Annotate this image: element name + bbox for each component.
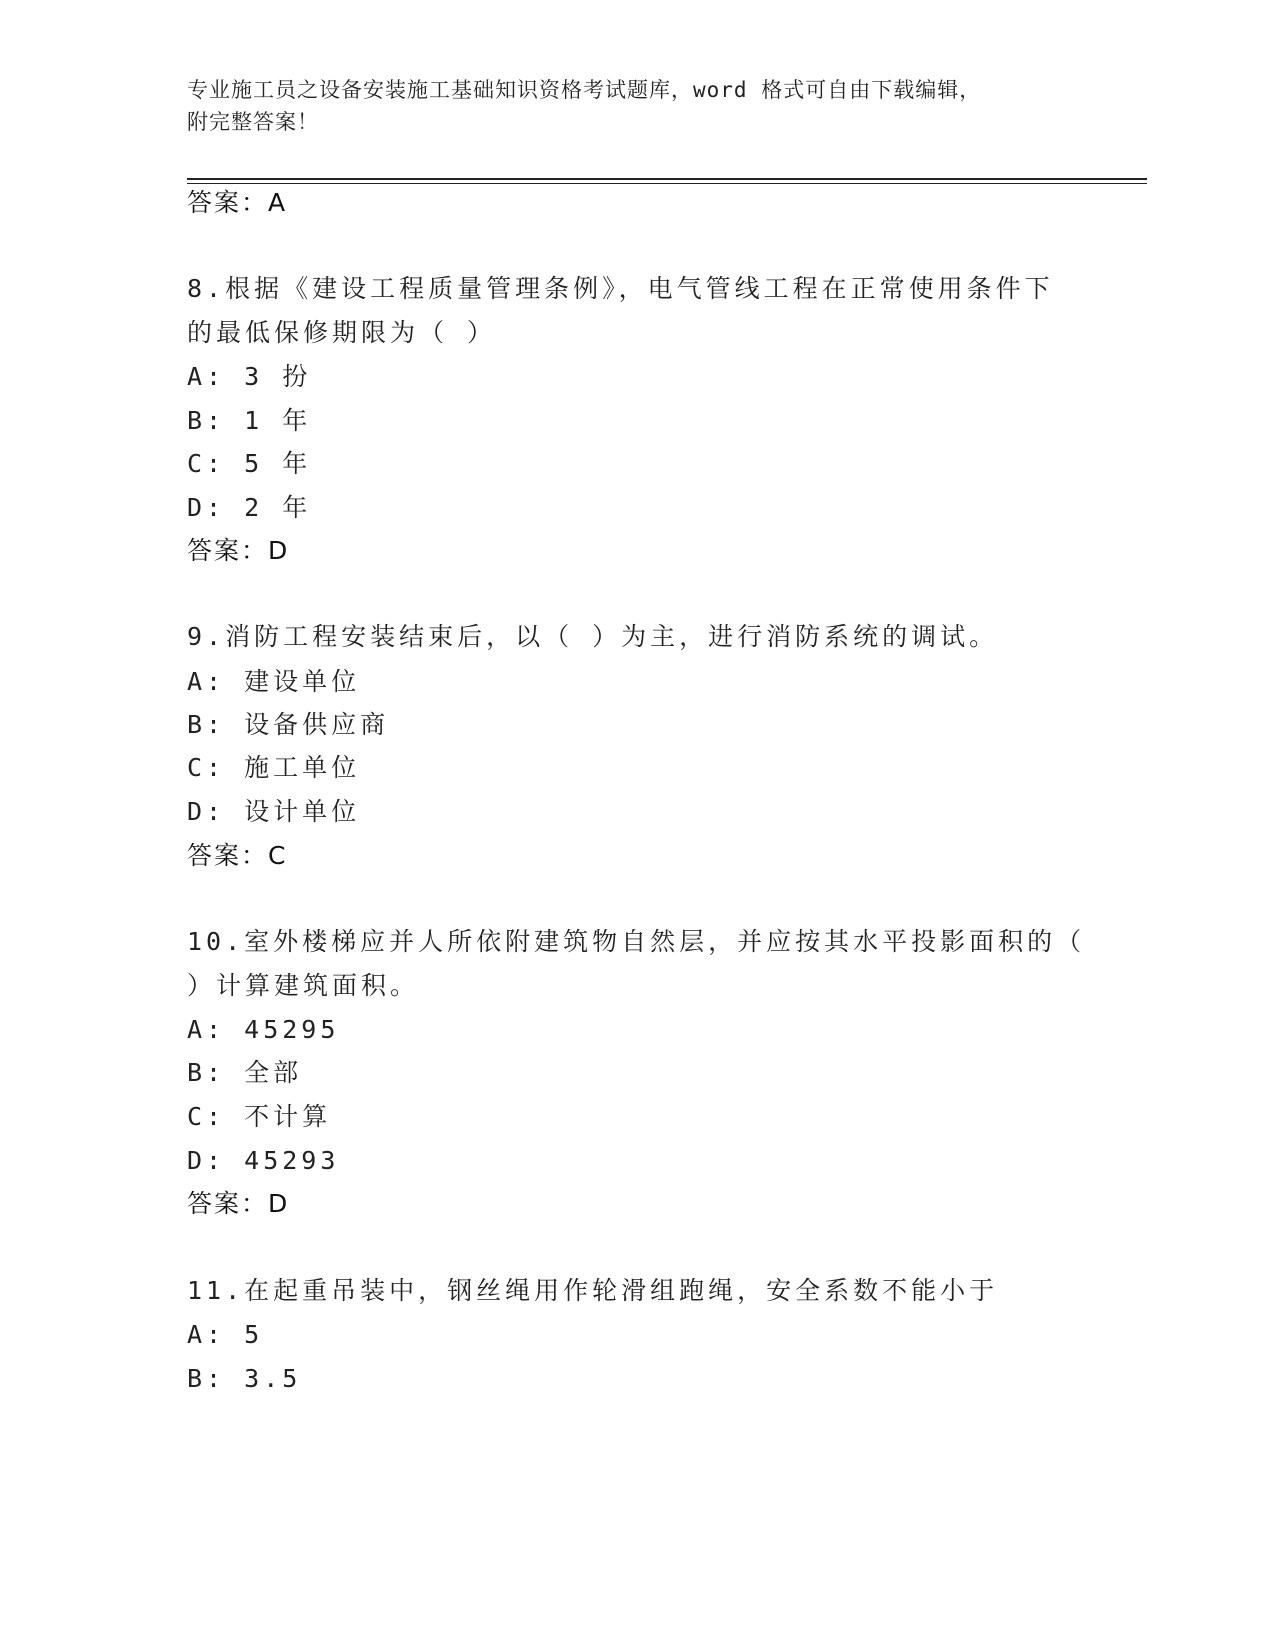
question-10-option-c: C: 不计算 [187, 1102, 332, 1131]
question-9-answer: 答案：C [187, 841, 288, 870]
question-8-answer: 答案：D [187, 536, 290, 565]
question-11-option-b: B: 3.5 [187, 1364, 302, 1393]
question-9-option-b: B: 设备供应商 [187, 710, 390, 739]
question-11-option-a: A: 5 [187, 1320, 264, 1349]
question-8-option-c: C: 5 年 [187, 449, 312, 478]
question-10-option-d: D: 45293 [187, 1146, 340, 1175]
question-8-option-a: A: 3 扮 [187, 362, 312, 391]
question-9-option-c: C: 施工单位 [187, 753, 361, 782]
question-10-option-a: A: 45295 [187, 1015, 340, 1044]
question-10-answer: 答案：D [187, 1189, 290, 1218]
question-10-option-b: B: 全部 [187, 1058, 303, 1087]
question-8-option-b: B: 1 年 [187, 406, 312, 435]
question-8-text-line-1: 8.根据《建设工程质量管理条例》，电气管线工程在正常使用条件下 [187, 274, 1054, 303]
document-header [187, 74, 1067, 138]
header-line-1: 专业施工员之设备安装施工基础知识资格考试题库，word 格式可自由下载编辑， [187, 78, 982, 102]
question-11-text-line-1: 11.在起重吊装中，钢丝绳用作轮滑组跑绳，安全系数不能小于 [187, 1276, 999, 1305]
header-rule-thick [187, 178, 1147, 180]
question-9-option-d: D: 设计单位 [187, 797, 361, 826]
header-rule-thin [187, 183, 1147, 184]
question-10-text-line-1: 10.室外楼梯应并人所依附建筑物自然层，并应按其水平投影面积的（ [187, 927, 1086, 956]
question-8-text-line-2: 的最低保修期限为（ ） [187, 318, 497, 347]
previous-answer: 答案：A [187, 188, 288, 217]
question-9-text-line-1: 9.消防工程安装结束后，以（ ）为主，进行消防系统的调试。 [187, 622, 999, 651]
question-9-option-a: A: 建设单位 [187, 667, 361, 696]
question-8-option-d: D: 2 年 [187, 493, 312, 522]
question-10-text-line-2: ）计算建筑面积。 [187, 971, 420, 1000]
header-line-2: 附完整答案！ [187, 110, 319, 134]
